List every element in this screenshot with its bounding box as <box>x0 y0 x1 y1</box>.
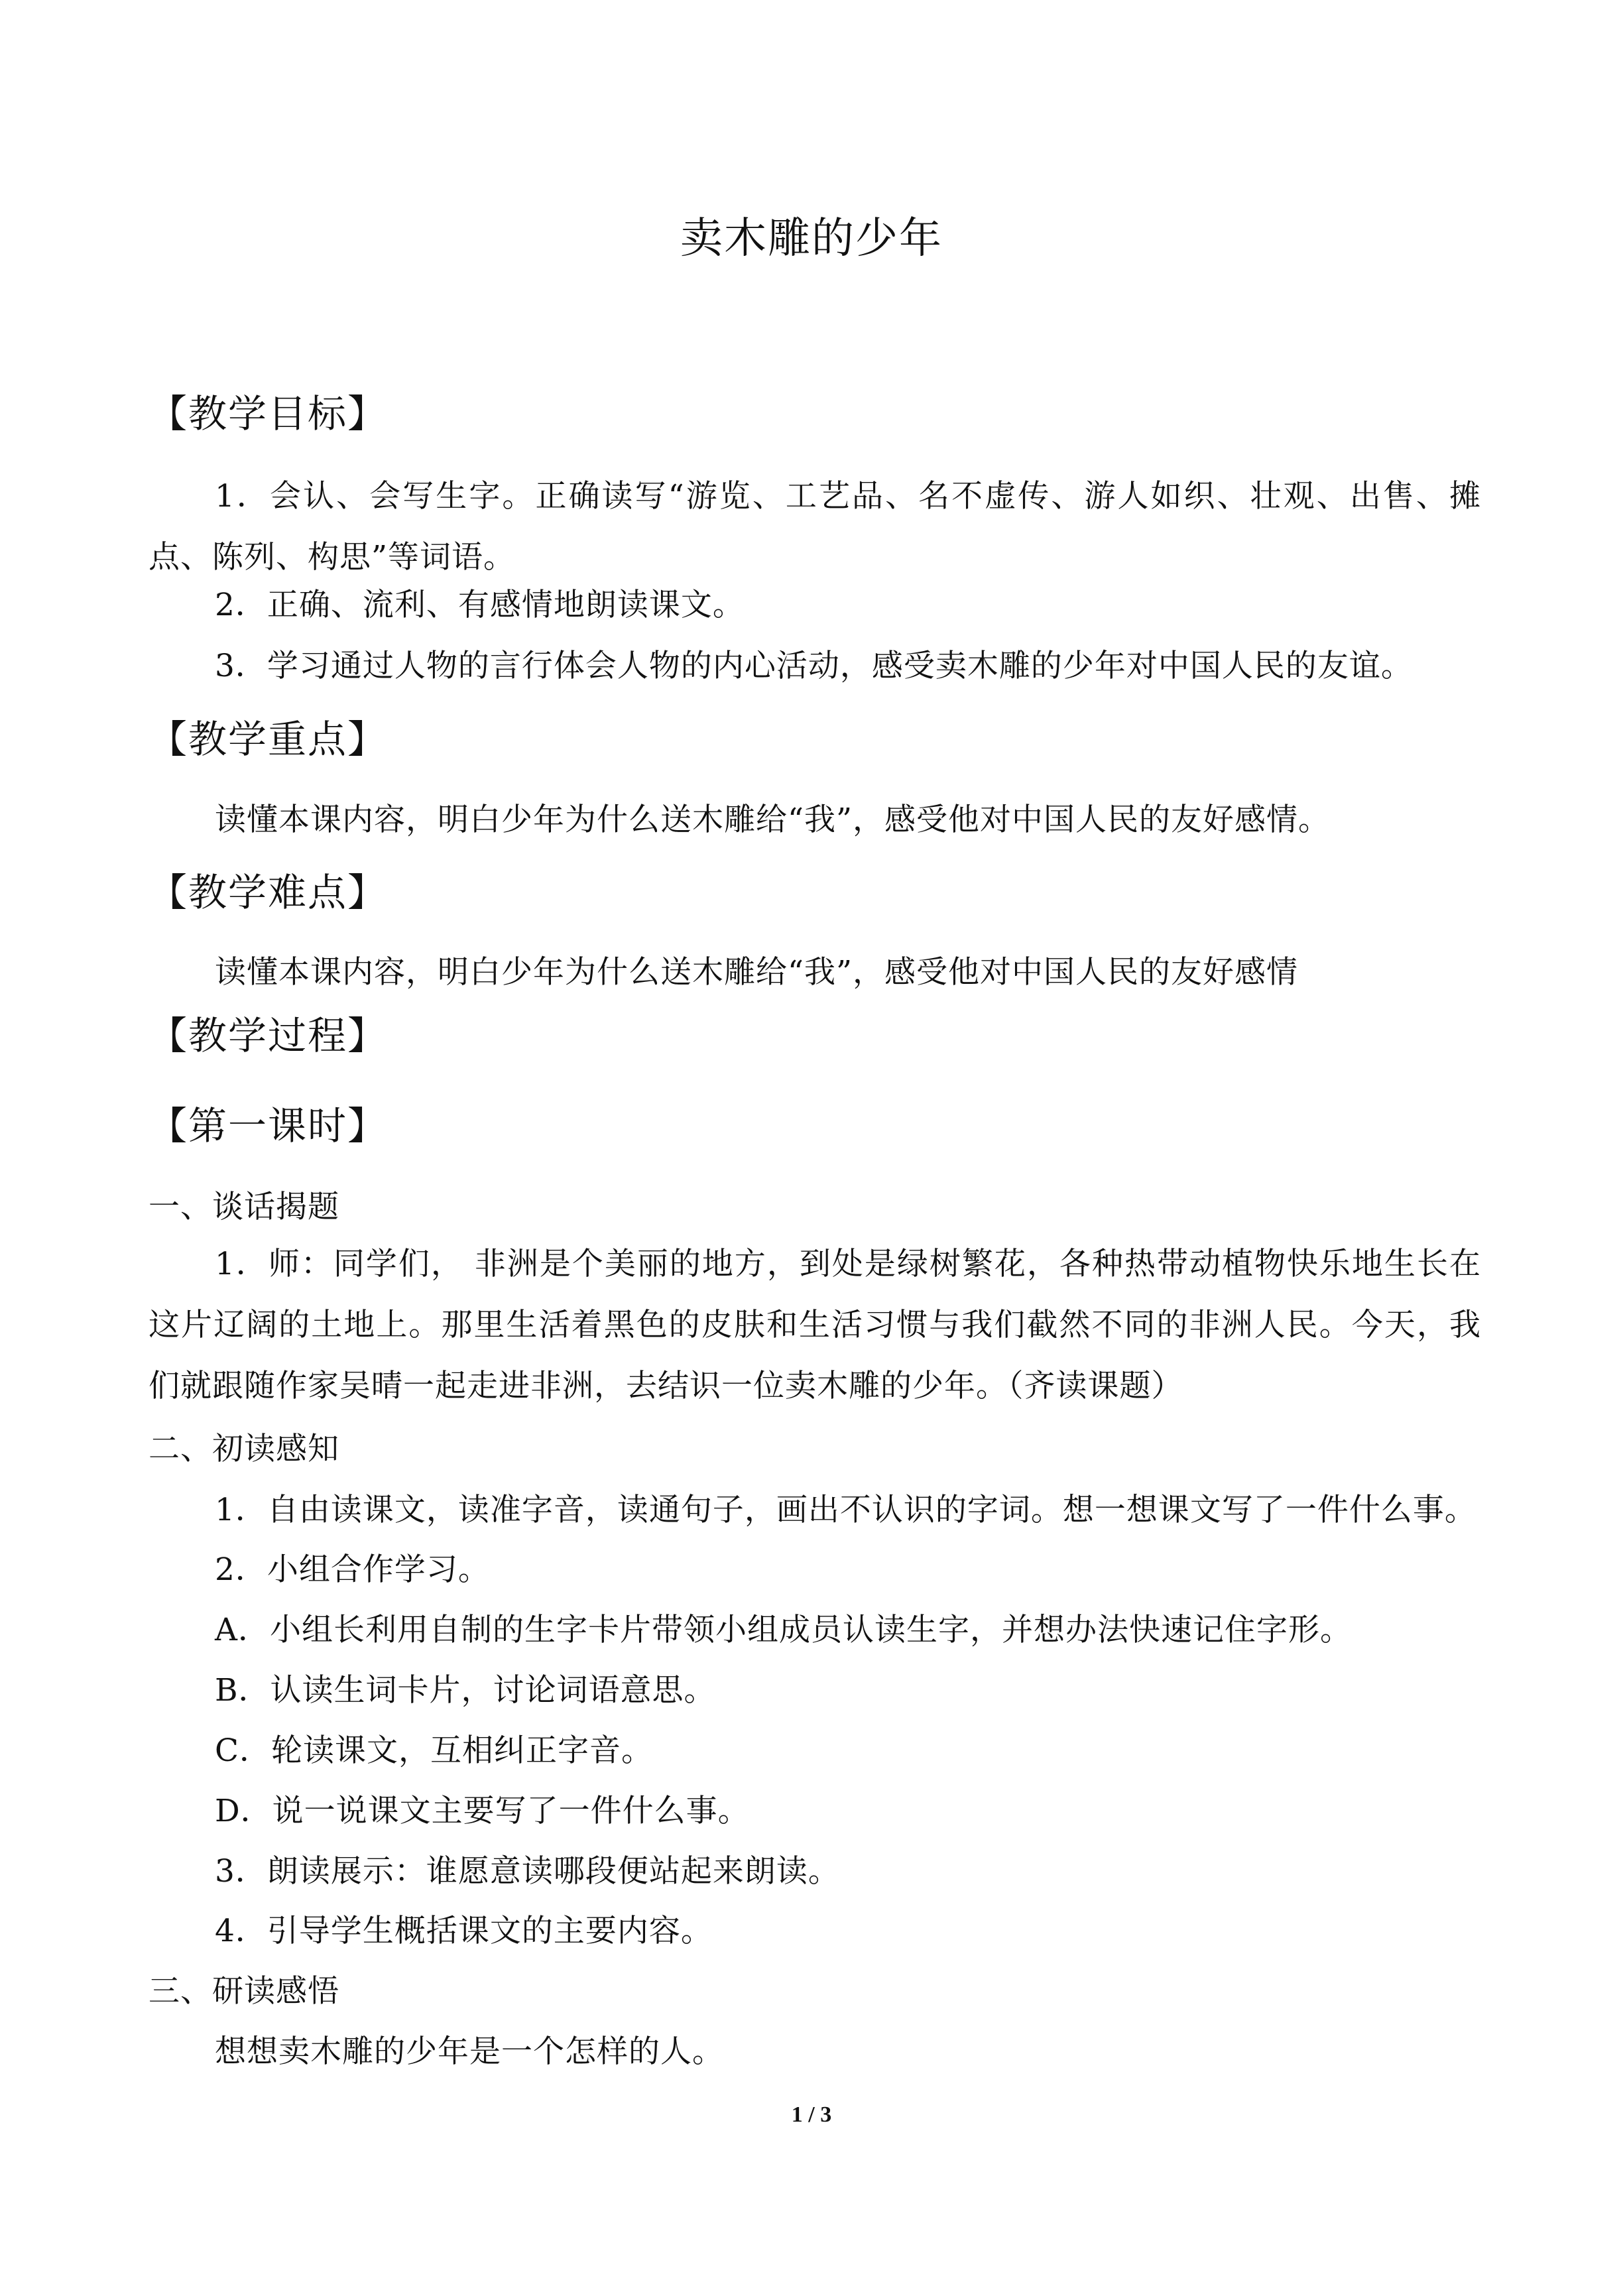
part1-title: 一、谈话揭题 <box>149 1189 339 1225</box>
difficulties-text: 读懂本课内容，明白少年为什么送木雕给“我”，感受他对中国人民的友好感情 <box>215 954 1299 991</box>
part2-item-d: D．说一说课文主要写了一件什么事。 <box>215 1793 750 1829</box>
document-title: 卖木雕的少年 <box>680 214 943 263</box>
heading-lesson-one: 【第一课时】 <box>149 1103 388 1148</box>
heading-key-points: 【教学重点】 <box>149 717 388 762</box>
heading-difficulties: 【教学难点】 <box>149 870 388 915</box>
heading-objectives: 【教学目标】 <box>149 391 388 436</box>
part2-item-a: A．小组长利用自制的生字卡片带领小组成员认读生字，并想办法快速记住字形。 <box>215 1612 1352 1648</box>
objective-item-1: 1．会认、会写生字。正确读写“游览、工艺品、名不虚传、游人如织、壮观、出售、摊点、陈列、构思”等词语。 <box>149 478 1481 575</box>
page-number: 1 / 3 <box>791 2102 832 2127</box>
part3-title: 三、研读感悟 <box>149 1973 339 2010</box>
objective-item-2: 2．正确、流利、有感情地朗读课文。 <box>215 587 745 623</box>
part3-text: 想想卖木雕的少年是一个怎样的人。 <box>215 2033 724 2070</box>
part2-item-1: 1．自由读课文，读准字音，读通句子，画出不认识的字词。想一想课文写了一件什么事。 <box>215 1492 1476 1528</box>
part2-item-2: 2．小组合作学习。 <box>215 1551 490 1588</box>
key-points-text: 读懂本课内容，明白少年为什么送木雕给“我”，感受他对中国人民的友好感情。 <box>215 802 1331 838</box>
part1-text: 1．师：同学们， 非洲是个美丽的地方，到处是绿树繁花，各种热带动植物快乐地生长在这片辽阔的土地上。那里生活着黑色的皮肤和生活习惯与我们截然不同的非洲人民。今天，我们就跟随作家吴晴一起走进非洲，去结识一位卖木雕的少年。（齐读课题） <box>149 1246 1481 1404</box>
part2-item-c: C．轮读课文，互相纠正字音。 <box>215 1732 653 1769</box>
objective-item-3: 3．学习通过人物的言行体会人物的内心活动，感受卖木雕的少年对中国人民的友谊。 <box>215 648 1413 684</box>
part2-item-3: 3．朗读展示：谁愿意读哪段便站起来朗读。 <box>215 1853 840 1890</box>
part2-item-4: 4．引导学生概括课文的主要内容。 <box>215 1913 713 1949</box>
heading-process: 【教学过程】 <box>149 1013 388 1058</box>
part2-title: 二、初读感知 <box>149 1431 339 1467</box>
part2-item-b: B．认读生词卡片，讨论词语意思。 <box>215 1672 716 1709</box>
